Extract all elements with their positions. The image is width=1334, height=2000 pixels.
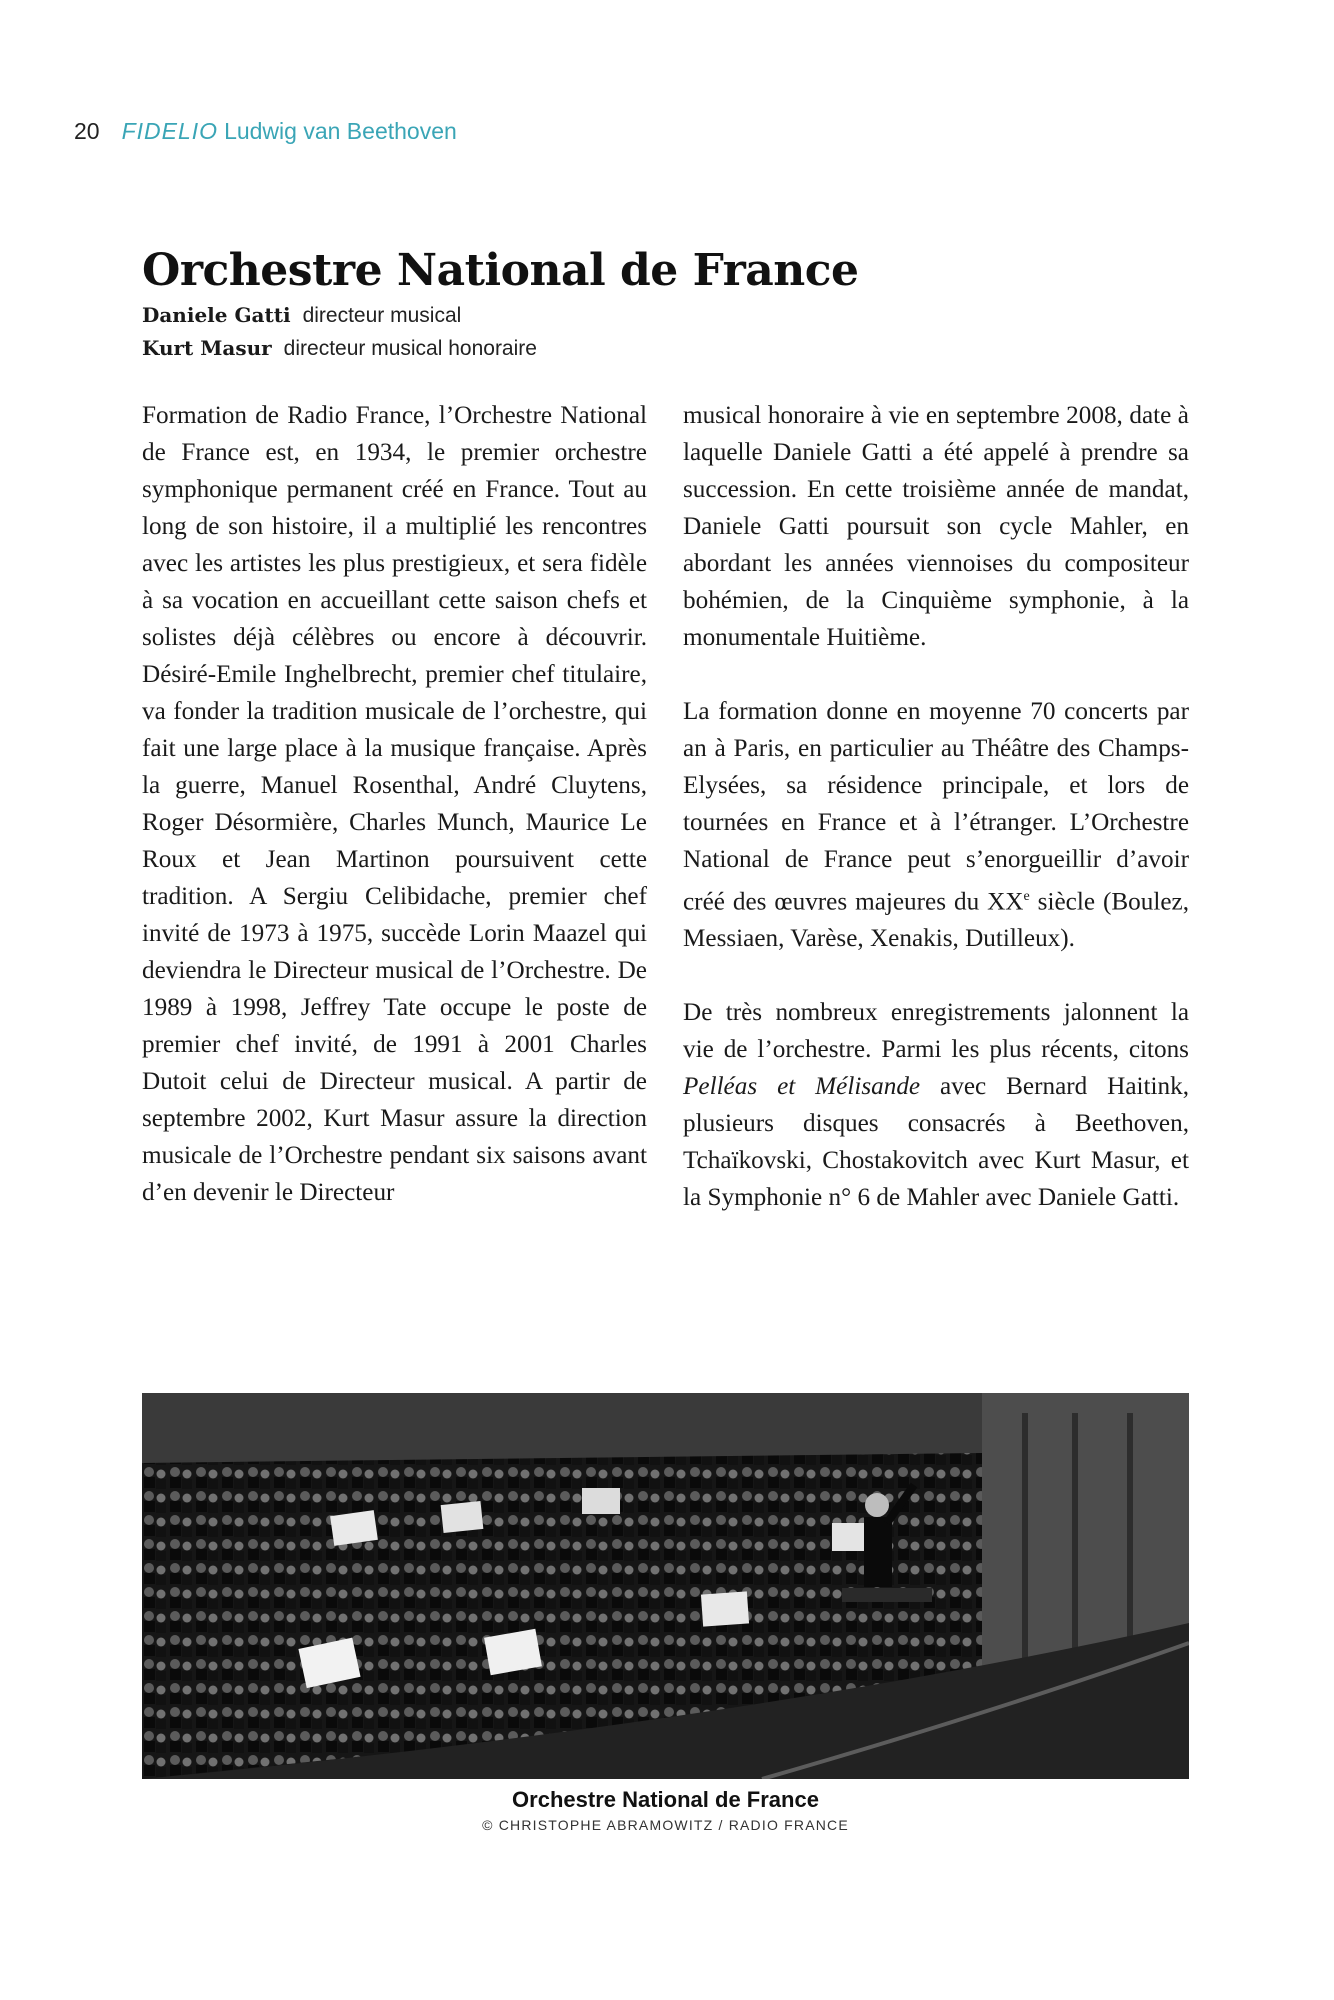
- staff-role: directeur musical honoraire: [283, 337, 537, 360]
- staff-name: Kurt Masur: [142, 336, 272, 360]
- text-run: De très nombreux enregistrements jalonnent la vie de l’orchestre. Parmi les plus récents, citons: [683, 999, 1189, 1064]
- photo-caption-title: Orchestre National de France: [512, 1787, 819, 1812]
- photo-caption-credit: © CHRISTOPHE ABRAMOWITZ / RADIO FRANCE: [482, 1817, 849, 1833]
- text-run: avec Bernard Haitink, plusieurs disques consacrés à Beethoven, Tchaïkovski, Chostakovitch avec Kurt Masur, et la Symphonie n° 6 de Mahler avec Daniele Gatti.: [683, 1073, 1190, 1212]
- page-number: 20: [74, 118, 100, 144]
- work-title: FIDELIO: [121, 118, 219, 144]
- text-run: siècle (Boulez, Messiaen, Varèse, Xenakis, Dutilleux).: [683, 888, 1189, 953]
- work-title-italic: Pelléas et Mélisande: [683, 1073, 921, 1101]
- body-paragraph: [683, 994, 1189, 1216]
- body-column-right: [683, 397, 1189, 1216]
- composer-name: Ludwig van Beethoven: [224, 118, 457, 144]
- body-paragraph: Formation de Radio France, l’Orchestre National de France est, en 1934, le premier orchestre symphonique permanent créé en France. Tout au long de son histoire, il a multiplié les rencontres avec les artistes les plus prestigieux, et sera fidèle à sa vocation en accueillant cette saison chefs et solistes déjà célèbres ou encore à découvrir. Désiré-Emile Inghelbrecht, premier chef titulaire, va fonder la tradition musicale de l’orchestre, qui fait une large place à la musique française. Après la guerre, Manuel Rosenthal, André Cluytens, Roger Désormière, Charles Munch, Maurice Le Roux et Jean Martinon poursuivent cette tradition. A Sergiu Celibidache, premier chef invité de 1973 à 1975, succède Lorin Maazel qui deviendra le Directeur musical de l’Orchestre. De 1989 à 1998, Jeffrey Tate occupe le poste de premier chef invité, de 1991 à 2001 Charles Dutoit celui de Directeur musical. A partir de septembre 2002, Kurt Masur assure la direction musicale de l’Orchestre pendant six saisons avant d’en devenir le Directeur: [142, 402, 647, 1206]
- text-run: La formation donne en moyenne 70 concerts par an à Paris, en particulier au Théâtre des Champs-Elysées, sa résidence principale, et lors de tournées en France et à l’étranger. L’Orchestre National de France peut s’enorgueillir d’avoir créé des œuvres majeures du XX: [683, 698, 1189, 916]
- article-title: Orchestre National de France: [142, 245, 859, 296]
- orchestra-photo: [142, 1393, 1189, 1779]
- body-paragraph: [683, 693, 1189, 957]
- orchestra-photo-illustration: [142, 1393, 1189, 1779]
- running-head: [74, 118, 457, 145]
- body-paragraph: musical honoraire à vie en septembre 2008, date à laquelle Daniele Gatti a été appelé à prendre sa succession. En cette troisième année de mandat, Daniele Gatti poursuit son cycle Mahler, en abordant les années viennoises du compositeur bohémien, de la Cinquième symphonie, à la monumentale Huitième.: [683, 402, 1189, 651]
- staff-line-honorary-director: [142, 335, 537, 361]
- staff-role: directeur musical: [302, 304, 462, 327]
- staff-line-music-director: [142, 302, 461, 328]
- superscript: e: [1023, 889, 1030, 904]
- staff-name: Daniele Gatti: [142, 303, 291, 327]
- body-column-left: [142, 397, 647, 1211]
